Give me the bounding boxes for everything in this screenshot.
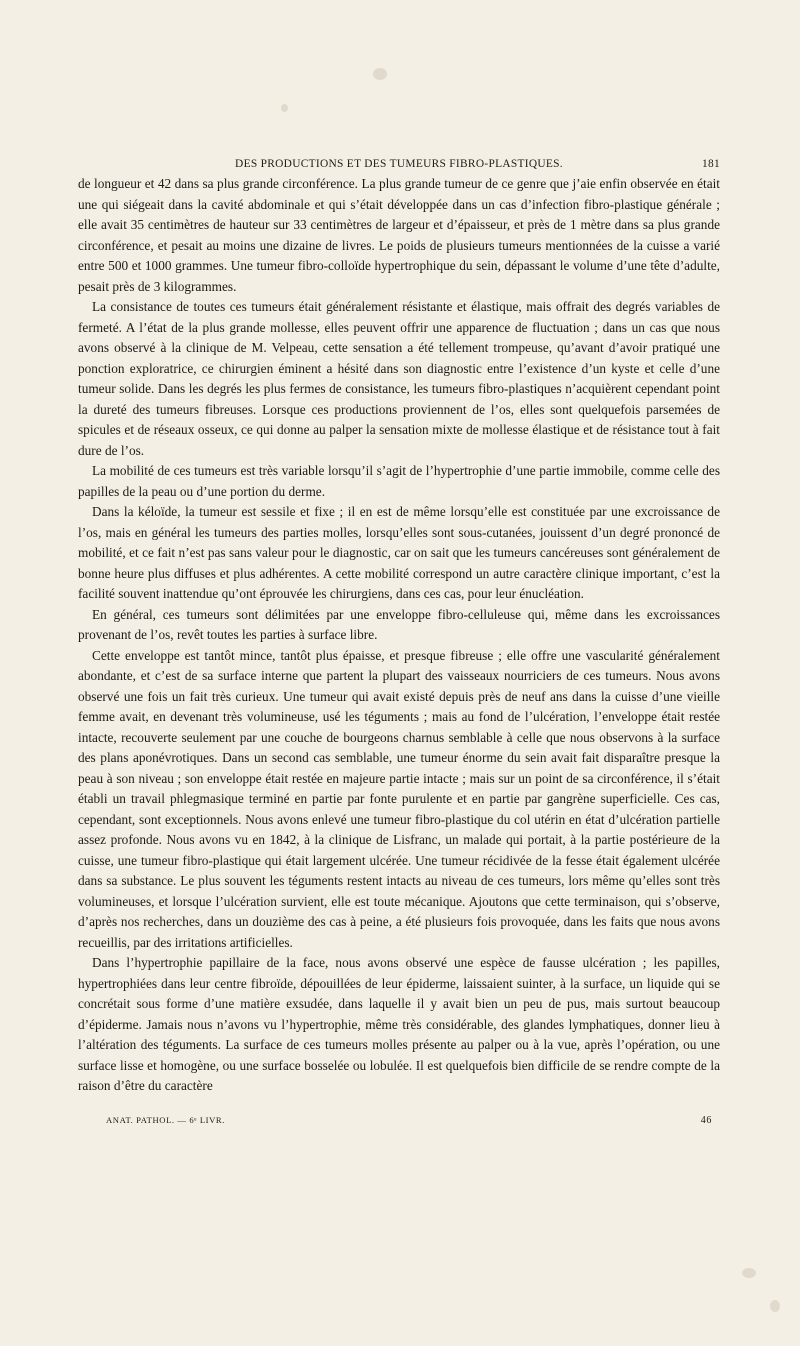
paragraph: La consistance de toutes ces tumeurs était généralement résistante et élastique, mais offrait des degrés variables de fermeté. A l’état de la plus grande mollesse, elles peuvent offrir une apparence de fluctuation ; dans un cas que nous avons observé à la clinique de M. Velpeau, cette sensation a été tellement trompeuse, qu’avant d’avoir pratiqué une ponction exploratrice, ce chirurgien éminent a hésité dans son diagnostic entre l’existence d’un kyste et celle d’une tumeur solide. Dans les degrés les plus fermes de consistance, les tumeurs fibro-plastiques n’acquièrent cependant point la dureté des tumeurs fibreuses. Lorsque ces productions proviennent de l’os, elles sont quelquefois parsemées de spicules et de réseaux osseux, ce qui donne au palper la sensation mixte de mollesse élastique et de résistance tout à fait dure de l’os. bbox=[78, 299, 720, 458]
page-footer bbox=[78, 1115, 720, 1129]
paragraph: de longueur et 42 dans sa plus grande circonférence. La plus grande tumeur de ce genre que j’aie enfin observée en était une qui siégeait dans la cavité abdominale et qui s’était développée dans un cas d’infection fibro-plastique générale ; elle avait 35 centimètres de hauteur sur 33 centimètres de largeur et d’épaisseur, et près de 1 mètre dans sa plus grande circonférence, et pesait au moins une dizaine de livres. Le poids de plusieurs tumeurs mentionnées de la cuisse a varié entre 500 et 1000 grammes. Une tumeur fibro-colloïde hypertrophique du sein, dépassant le volume d’une tête d’adulte, pesait près de 3 kilogrammes. bbox=[78, 176, 720, 294]
folio-number: 46 bbox=[700, 1115, 712, 1126]
signature-mark: ANAT. PATHOL. — 6ᵉ LIVR. bbox=[106, 1115, 226, 1125]
running-title: DES PRODUCTIONS ET DES TUMEURS FIBRO-PLASTIQUES. bbox=[235, 158, 563, 170]
paragraph: Dans la kéloïde, la tumeur est sessile et fixe ; il en est de même lorsqu’elle est constituée par une excroissance de l’os, mais en général les tumeurs des parties molles, lorsqu’elles sont sous-cutanées, jouissent d’un degré prononcé de mobilité, et ce fait n’est pas sans valeur pour le diagnostic, car on sait que les tumeurs cancéreuses sont généralement de bonne heure plus diffuses et plus adhérentes. A cette mobilité correspond un autre caractère clinique important, c’est la facilité souvent inattendue qu’ont éprouvée les chirurgiens, dans ces cas, pour leur énucléation. bbox=[78, 504, 720, 601]
paper-speck bbox=[742, 1268, 756, 1278]
paper-speck bbox=[373, 68, 387, 80]
body-text bbox=[78, 174, 720, 1097]
paper-speck bbox=[281, 104, 288, 112]
paragraph: Cette enveloppe est tantôt mince, tantôt plus épaisse, et presque fibreuse ; elle offre une vascularité généralement abondante, et c’est de sa surface interne que partent la plupart des vaisseaux nourriciers de ces tumeurs. Nous avons observé une fois un fait très curieux. Une tumeur qui avait existé depuis près de neuf ans dans la cuisse d’une vieille femme avait, en devenant très volumineuse, usé les téguments ; mais au fond de l’ulcération, l’enveloppe était restée intacte, recouverte seulement par une couche de bourgeons charnus semblable à celle que nous observons à la surface des plans aponévrotiques. Dans un second cas semblable, une tumeur énorme du sein avait fait disparaître presque la peau à son niveau ; son enveloppe était restée en majeure partie intacte ; mais sur un point de sa circonférence, il s’était établi un travail phlegmasique terminé en partie par fonte purulente et en partie par gangrène superficielle. Ces cas, cependant, sont exceptionnels. Nous avons enlevé une tumeur fibro-plastique du col utérin en état d’ulcération partielle assez profonde. Nous avons vu en 1842, à la clinique de Lisfranc, un malade qui portait, à la partie postérieure de la cuisse, une tumeur fibro-plastique qui était largement ulcérée. Une tumeur récidivée de la fesse était également ulcérée dans sa substance. Le plus souvent les téguments restent intacts au niveau de ces tumeurs, lors même qu’elles sont très volumineuses, et lorsque l’ulcération survient, elle est toute mécanique. Ajoutons que cette terminaison, qui s’observe, d’après nos recherches, dans un douzième des cas à peine, a été plusieurs fois provoquée, dans les faits que nous avons recueillis, par des irritations artificielles. bbox=[78, 647, 720, 950]
paragraph: La mobilité de ces tumeurs est très variable lorsqu’il s’agit de l’hypertrophie d’une partie immobile, comme celle des papilles de la peau ou d’une portion du derme. bbox=[78, 463, 720, 499]
paragraph: En général, ces tumeurs sont délimitées par une enveloppe fibro-celluleuse qui, même dans les excroissances provenant de l’os, revêt toutes les parties à surface libre. bbox=[78, 606, 720, 642]
paragraph: Dans l’hypertrophie papillaire de la face, nous avons observé une espèce de fausse ulcération ; les papilles, hypertrophiées dans leur centre fibroïde, dépouillées de leur épiderme, laissaient suinter, à la surface, un liquide qui se concrétait sous forme d’une matière exsudée, dans laquelle il y avait bien un peu de pus, mais surtout beaucoup d’épiderme. Jamais nous n’avons vu l’hypertrophie, même très considérable, des glandes lymphatiques, donner lieu à l’altération des téguments. La surface de ces tumeurs molles présente au palper ou à la vue, après l’opération, ou une surface lisse et homogène, ou une surface bosselée ou lobulée. Il est quelquefois bien difficile de se rendre compte de la raison d’être du caractère bbox=[78, 955, 720, 1093]
paper-speck bbox=[770, 1300, 780, 1312]
page-number: 181 bbox=[702, 158, 720, 170]
